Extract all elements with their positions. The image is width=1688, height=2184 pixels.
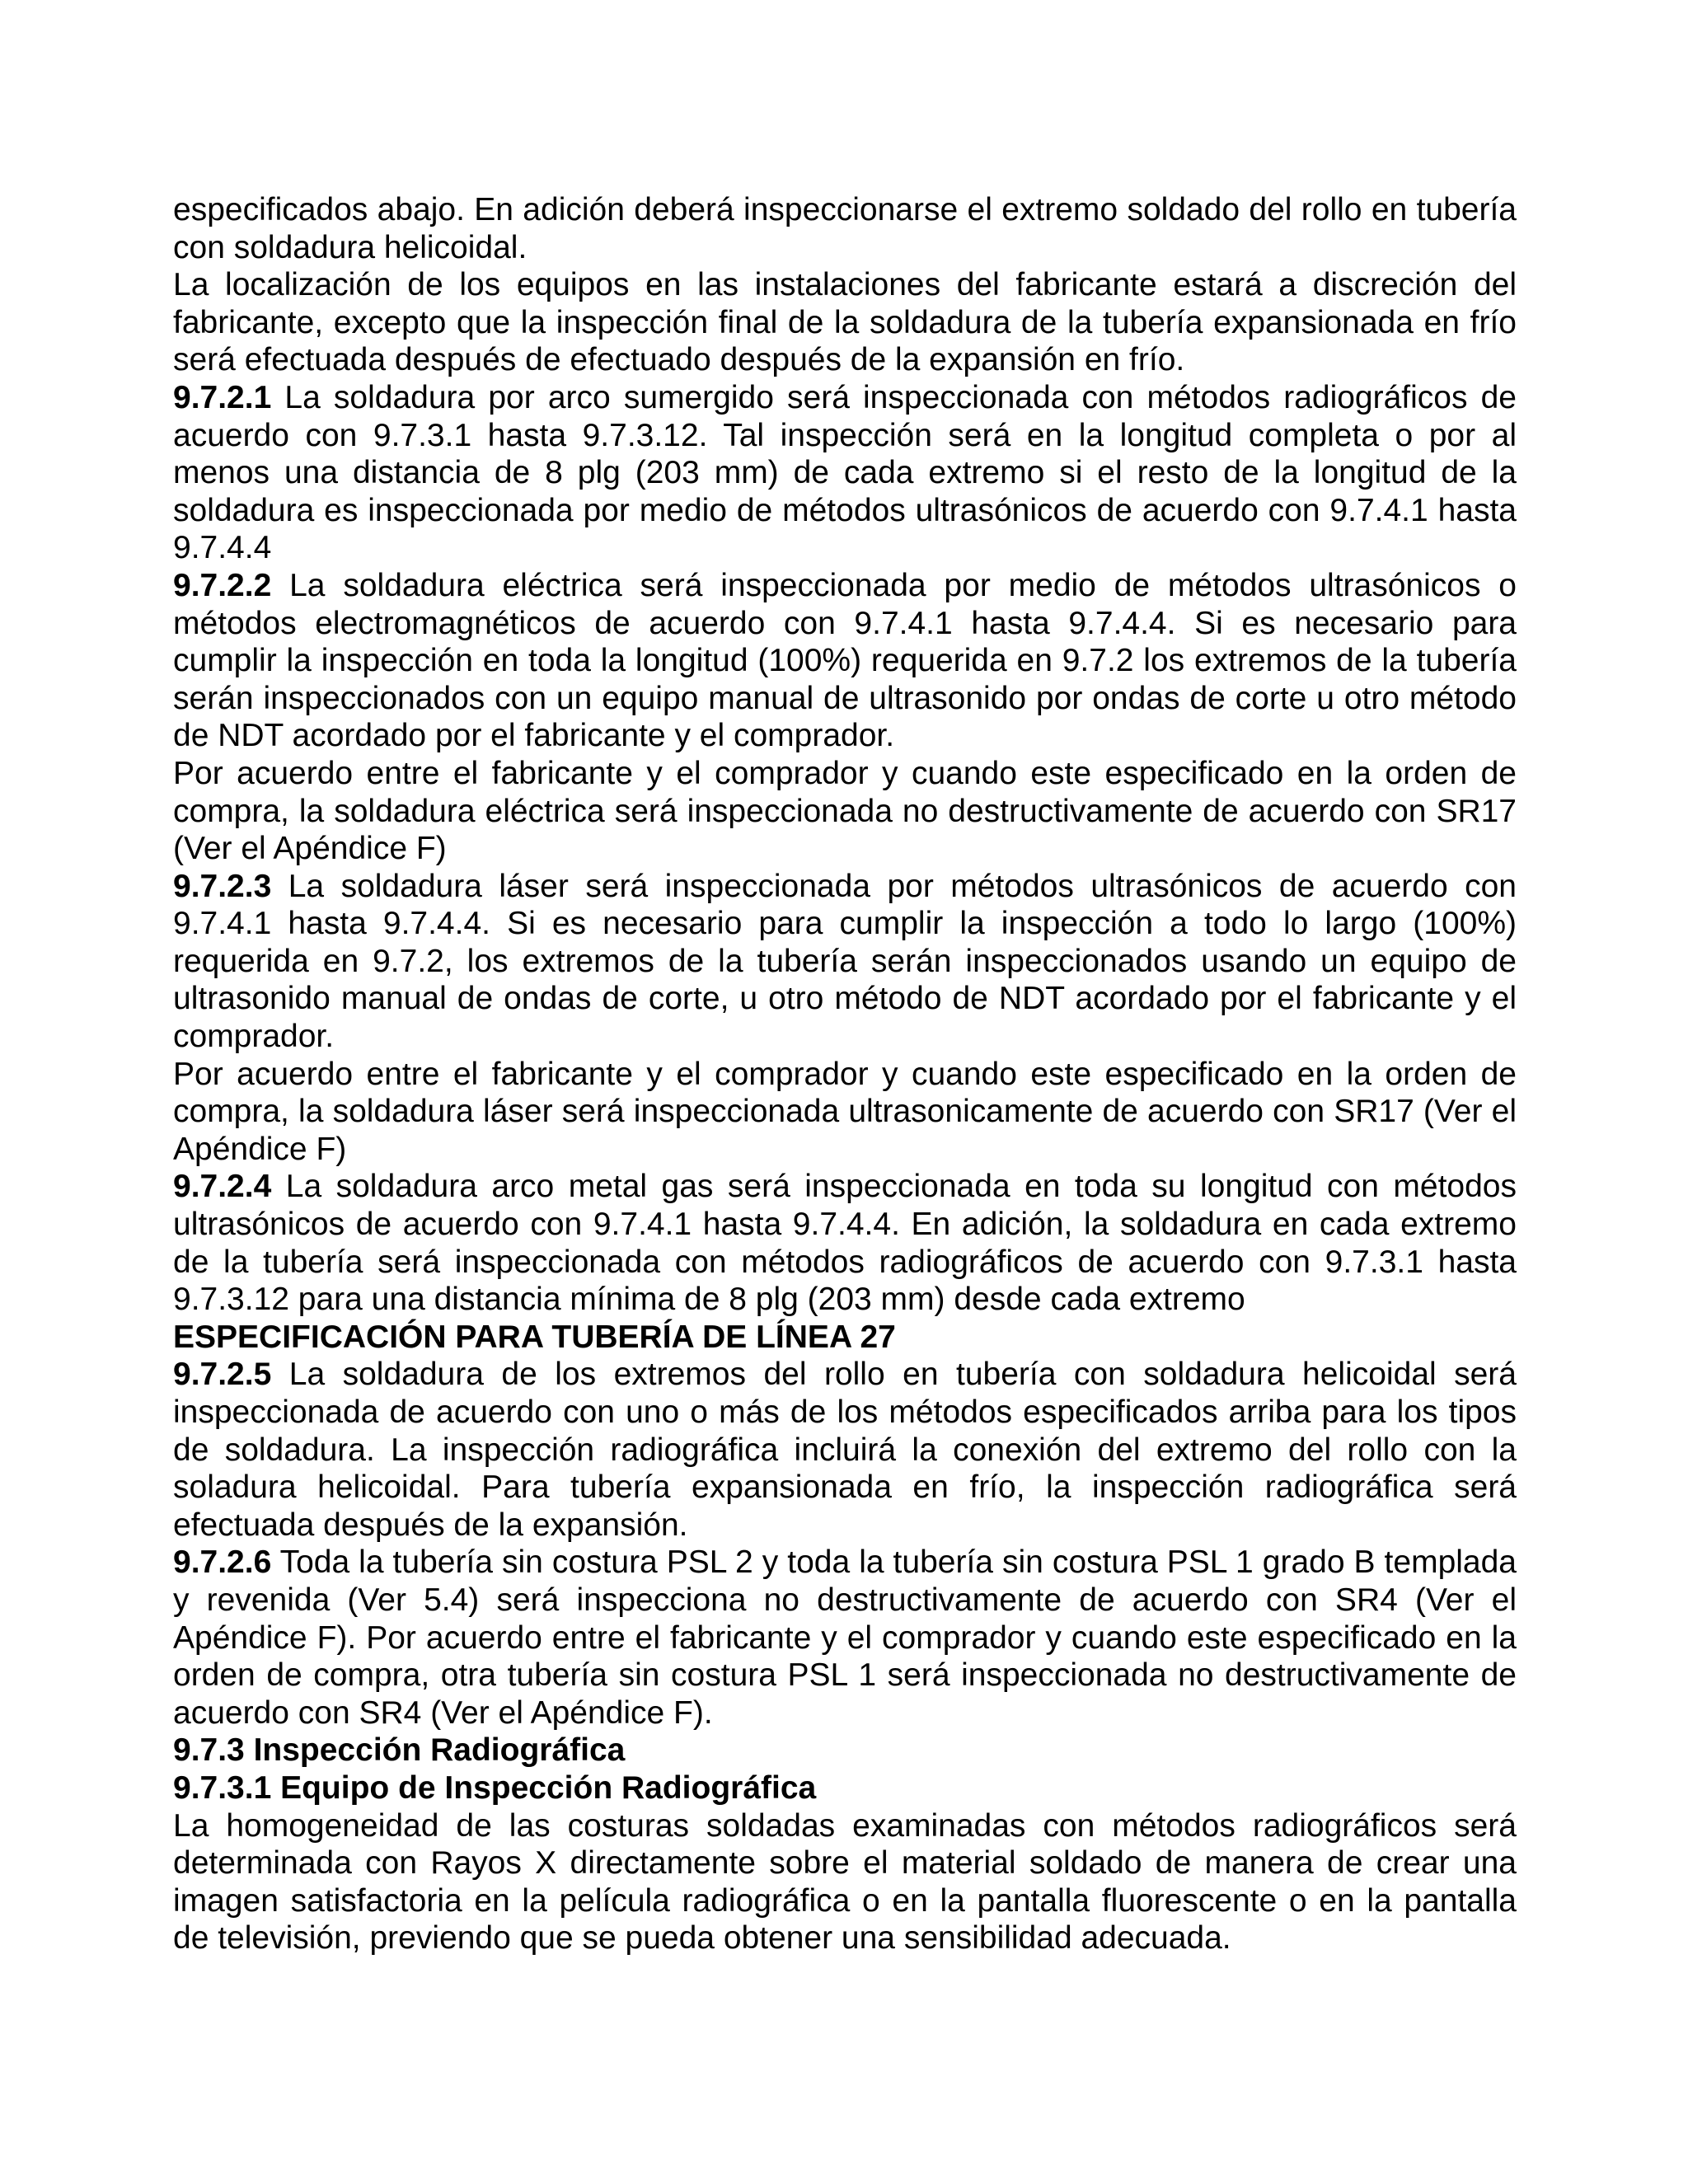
clause-9-7-2-6: 9.7.2.6 Toda la tubería sin costura PSL 2 y toda la tubería sin costura PSL 1 grado B templada y revenida (Ver 5.4) será inspecciona no destructivamente de acuerdo con SR4 (Ver el Apéndice F). Por acuerdo entre el fabricante y el comprador y cuando este especificado en la orden de compra, otra tubería sin costura PSL 1 será inspeccionada no destructivamente de acuerdo con SR4 (Ver el Apéndice F). [173, 1544, 1517, 1731]
running-header-specification: ESPECIFICACIÓN PARA TUBERÍA DE LÍNEA 27 [173, 1319, 896, 1355]
paragraph-electric-weld-agreement: Por acuerdo entre el fabricante y el comprador y cuando este especificado en la orden de compra, la soldadura eléctrica será inspeccionada no destructivamente de acuerdo con SR17 (Ver el Apéndice F) [173, 755, 1517, 867]
paragraph-equipment-location: La localización de los equipos en las instalaciones del fabricante estará a discreción del fabricante, excepto que la inspección final de la soldadura de la tubería expansionada en frío será efectuada después de efectuado después de la expansión en frío. [173, 267, 1517, 378]
heading-9-7-3-1: 9.7.3.1 Equipo de Inspección Radiográfica [173, 1769, 817, 1806]
clause-9-7-2-1: 9.7.2.1 La soldadura por arco sumergido será inspeccionada con métodos radiográficos de acuerdo con 9.7.3.1 hasta 9.7.3.12. Tal inspección será en la longitud completa o por al menos una distancia de 8 plg (203 mm) de cada extremo si el resto de la longitud de la soldadura es inspeccionada por medio de métodos ultrasónicos de acuerdo con 9.7.4.1 hasta 9.7.4.4 [173, 379, 1517, 566]
clause-9-7-2-3: 9.7.2.3 La soldadura láser será inspeccionada por métodos ultrasónicos de acuerdo con 9.7.4.1 hasta 9.7.4.4. Si es necesario para cumplir la inspección a todo lo largo (100%) requerida en 9.7.2, los extremos de la tubería serán inspeccionados usando un equipo de ultrasonido manual de ondas de corte, u otro método de NDT acordado por el fabricante y el comprador. [173, 868, 1517, 1055]
clause-9-7-2-2: 9.7.2.2 La soldadura eléctrica será inspeccionada por medio de métodos ultrasónicos o métodos electromagnéticos de acuerdo con 9.7.4.1 hasta 9.7.4.4. Si es necesario para cumplir la inspección en toda la longitud (100%) requerida en 9.7.2 los extremos de la tubería serán inspeccionados con un equipo manual de ultrasonido por ondas de corte u otro método de NDT acordado por el fabricante y el comprador. [173, 567, 1517, 754]
clause-number: 9.7.2.3 [173, 868, 272, 904]
heading-9-7-3: 9.7.3 Inspección Radiográfica [173, 1732, 626, 1769]
document-page [173, 191, 1517, 1957]
paragraph-laser-weld-agreement: Por acuerdo entre el fabricante y el comprador y cuando este especificado en la orden de compra, la soldadura láser será inspeccionada ultrasonicamente de acuerdo con SR17 (Ver el Apéndice F) [173, 1056, 1517, 1167]
clause-number: 9.7.2.2 [173, 567, 272, 603]
clause-number: 9.7.2.1 [173, 379, 272, 415]
clause-number: 9.7.2.6 [173, 1544, 272, 1581]
clause-9-7-2-5: 9.7.2.5 La soldadura de los extremos del rollo en tubería con soldadura helicoidal será inspeccionada de acuerdo con uno o más de los métodos especificados arriba para los tipos de soldadura. La inspección radiográfica incluirá la conexión del extremo del rollo con la soladura helicoidal. Para tubería expansionada en frío, la inspección radiográfica será efectuada después de la expansión. [173, 1357, 1517, 1543]
clause-9-7-2-4: 9.7.2.4 La soldadura arco metal gas será inspeccionada en toda su longitud con métodos ultrasónicos de acuerdo con 9.7.4.1 hasta 9.7.4.4. En adición, la soldadura en cada extremo de la tubería será inspeccionada con métodos radiográficos de acuerdo con 9.7.3.1 hasta 9.7.3.12 para una distancia mínima de 8 plg (203 mm) desde cada extremo [173, 1169, 1517, 1318]
clause-number: 9.7.2.4 [173, 1169, 272, 1205]
paragraph-intro-continuation: especificados abajo. En adición deberá inspeccionarse el extremo soldado del rollo en tubería con soldadura helicoidal. [173, 192, 1517, 265]
paragraph-radiographic-homogeneity: La homogeneidad de las costuras soldadas examinadas con métodos radiográficos será determinada con Rayos X directamente sobre el material soldado de manera de crear una imagen satisfactoria en la película radiográfica o en la pantalla fluorescente o en la pantalla de televisión, previendo que se pueda obtener una sensibilidad adecuada. [173, 1807, 1517, 1957]
clause-number: 9.7.2.5 [173, 1357, 272, 1393]
